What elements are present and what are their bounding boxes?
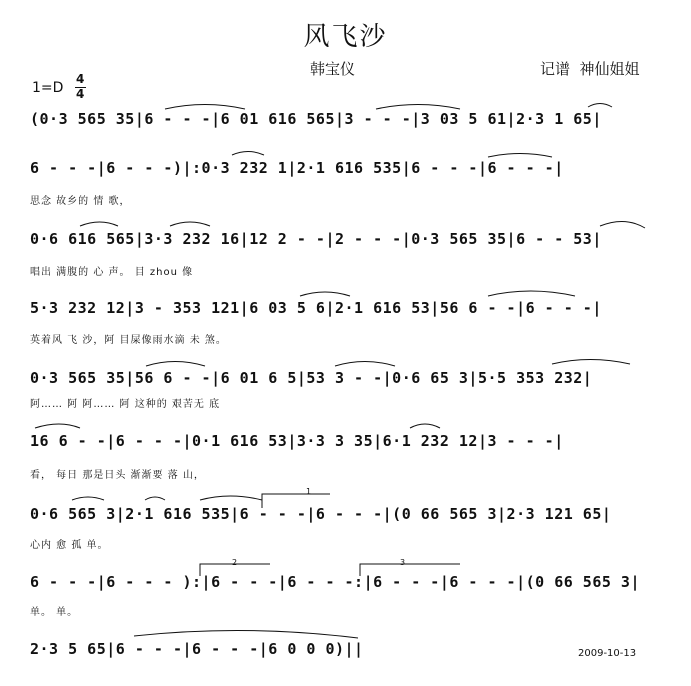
volta-label-2: 2 [232,558,238,567]
score-line-2: 6 - - -|6 - - -)|:0·3 232 1|2·1 616 535|6 - - -|6 - - -| [30,159,564,177]
lyric-line-5: 阿…… 阿 阿…… 阿 这种的 艰苦无 底 [30,399,221,410]
lyric-line-7: 心内 愈 孤 单。 [30,540,109,551]
lyric-line-4: 英着风 飞 沙，阿 目屎像雨水滴 未 煞。 [30,335,227,346]
score-line-9: 2·3 5 65|6 - - -|6 - - -|6 0 0 0)|| [30,640,364,658]
singer-name: 韩宝仪 [310,60,356,78]
volta-label-3: 3 [400,558,406,567]
volta-label-1: 1 [306,487,312,496]
score-line-4: 5·3 232 12|3 - 353 121|6 03 5 6|2·1 616 53|56 6 - -|6 - - -| [30,299,602,317]
score-line-7: 0·6 565 3|2·1 616 535|6 - - -|6 - - -|(0 66 565 3|2·3 121 65| [30,505,612,523]
key-signature: 1=D [32,80,64,96]
score-line-8: 6 - - -|6 - - - ):|6 - - -|6 - - -:|6 - - -|6 - - -|(0 66 565 3| [30,573,640,591]
lyric-line-2: 思念 故乡的 情 歌， [30,196,131,207]
time-signature-bottom: 4 [76,87,85,101]
lyric-line-8: 单。 单。 [30,607,79,618]
transcription-date: 2009-10-13 [578,648,637,659]
lyric-line-3: 唱出 满腹的 心 声。 目 zhou 像 [30,267,194,278]
score-line-3: 0·6 616 565|3·3 232 16|12 2 - -|2 - - -|0·3 565 35|6 - - 53| [30,230,602,248]
score-line-6: 16 6 - -|6 - - -|0·1 616 53|3·3 3 35|6·1 232 12|3 - - -| [30,432,564,450]
transcriber-credit: 记谱 神仙姐姐 [540,60,640,78]
score-line-1: (0·3 565 35|6 - - -|6 01 616 565|3 - - -|3 03 5 61|2·3 1 65| [30,110,602,128]
time-signature-top: 4 [76,72,85,86]
score-line-5: 0·3 565 35|56 6 - -|6 01 6 5|53 3 - -|0·6 65 3|5·5 353 232| [30,369,593,387]
song-title: 风飞沙 [303,22,388,52]
lyric-line-6: 看， 每日 那是日头 渐渐要 落 山， [30,470,205,481]
